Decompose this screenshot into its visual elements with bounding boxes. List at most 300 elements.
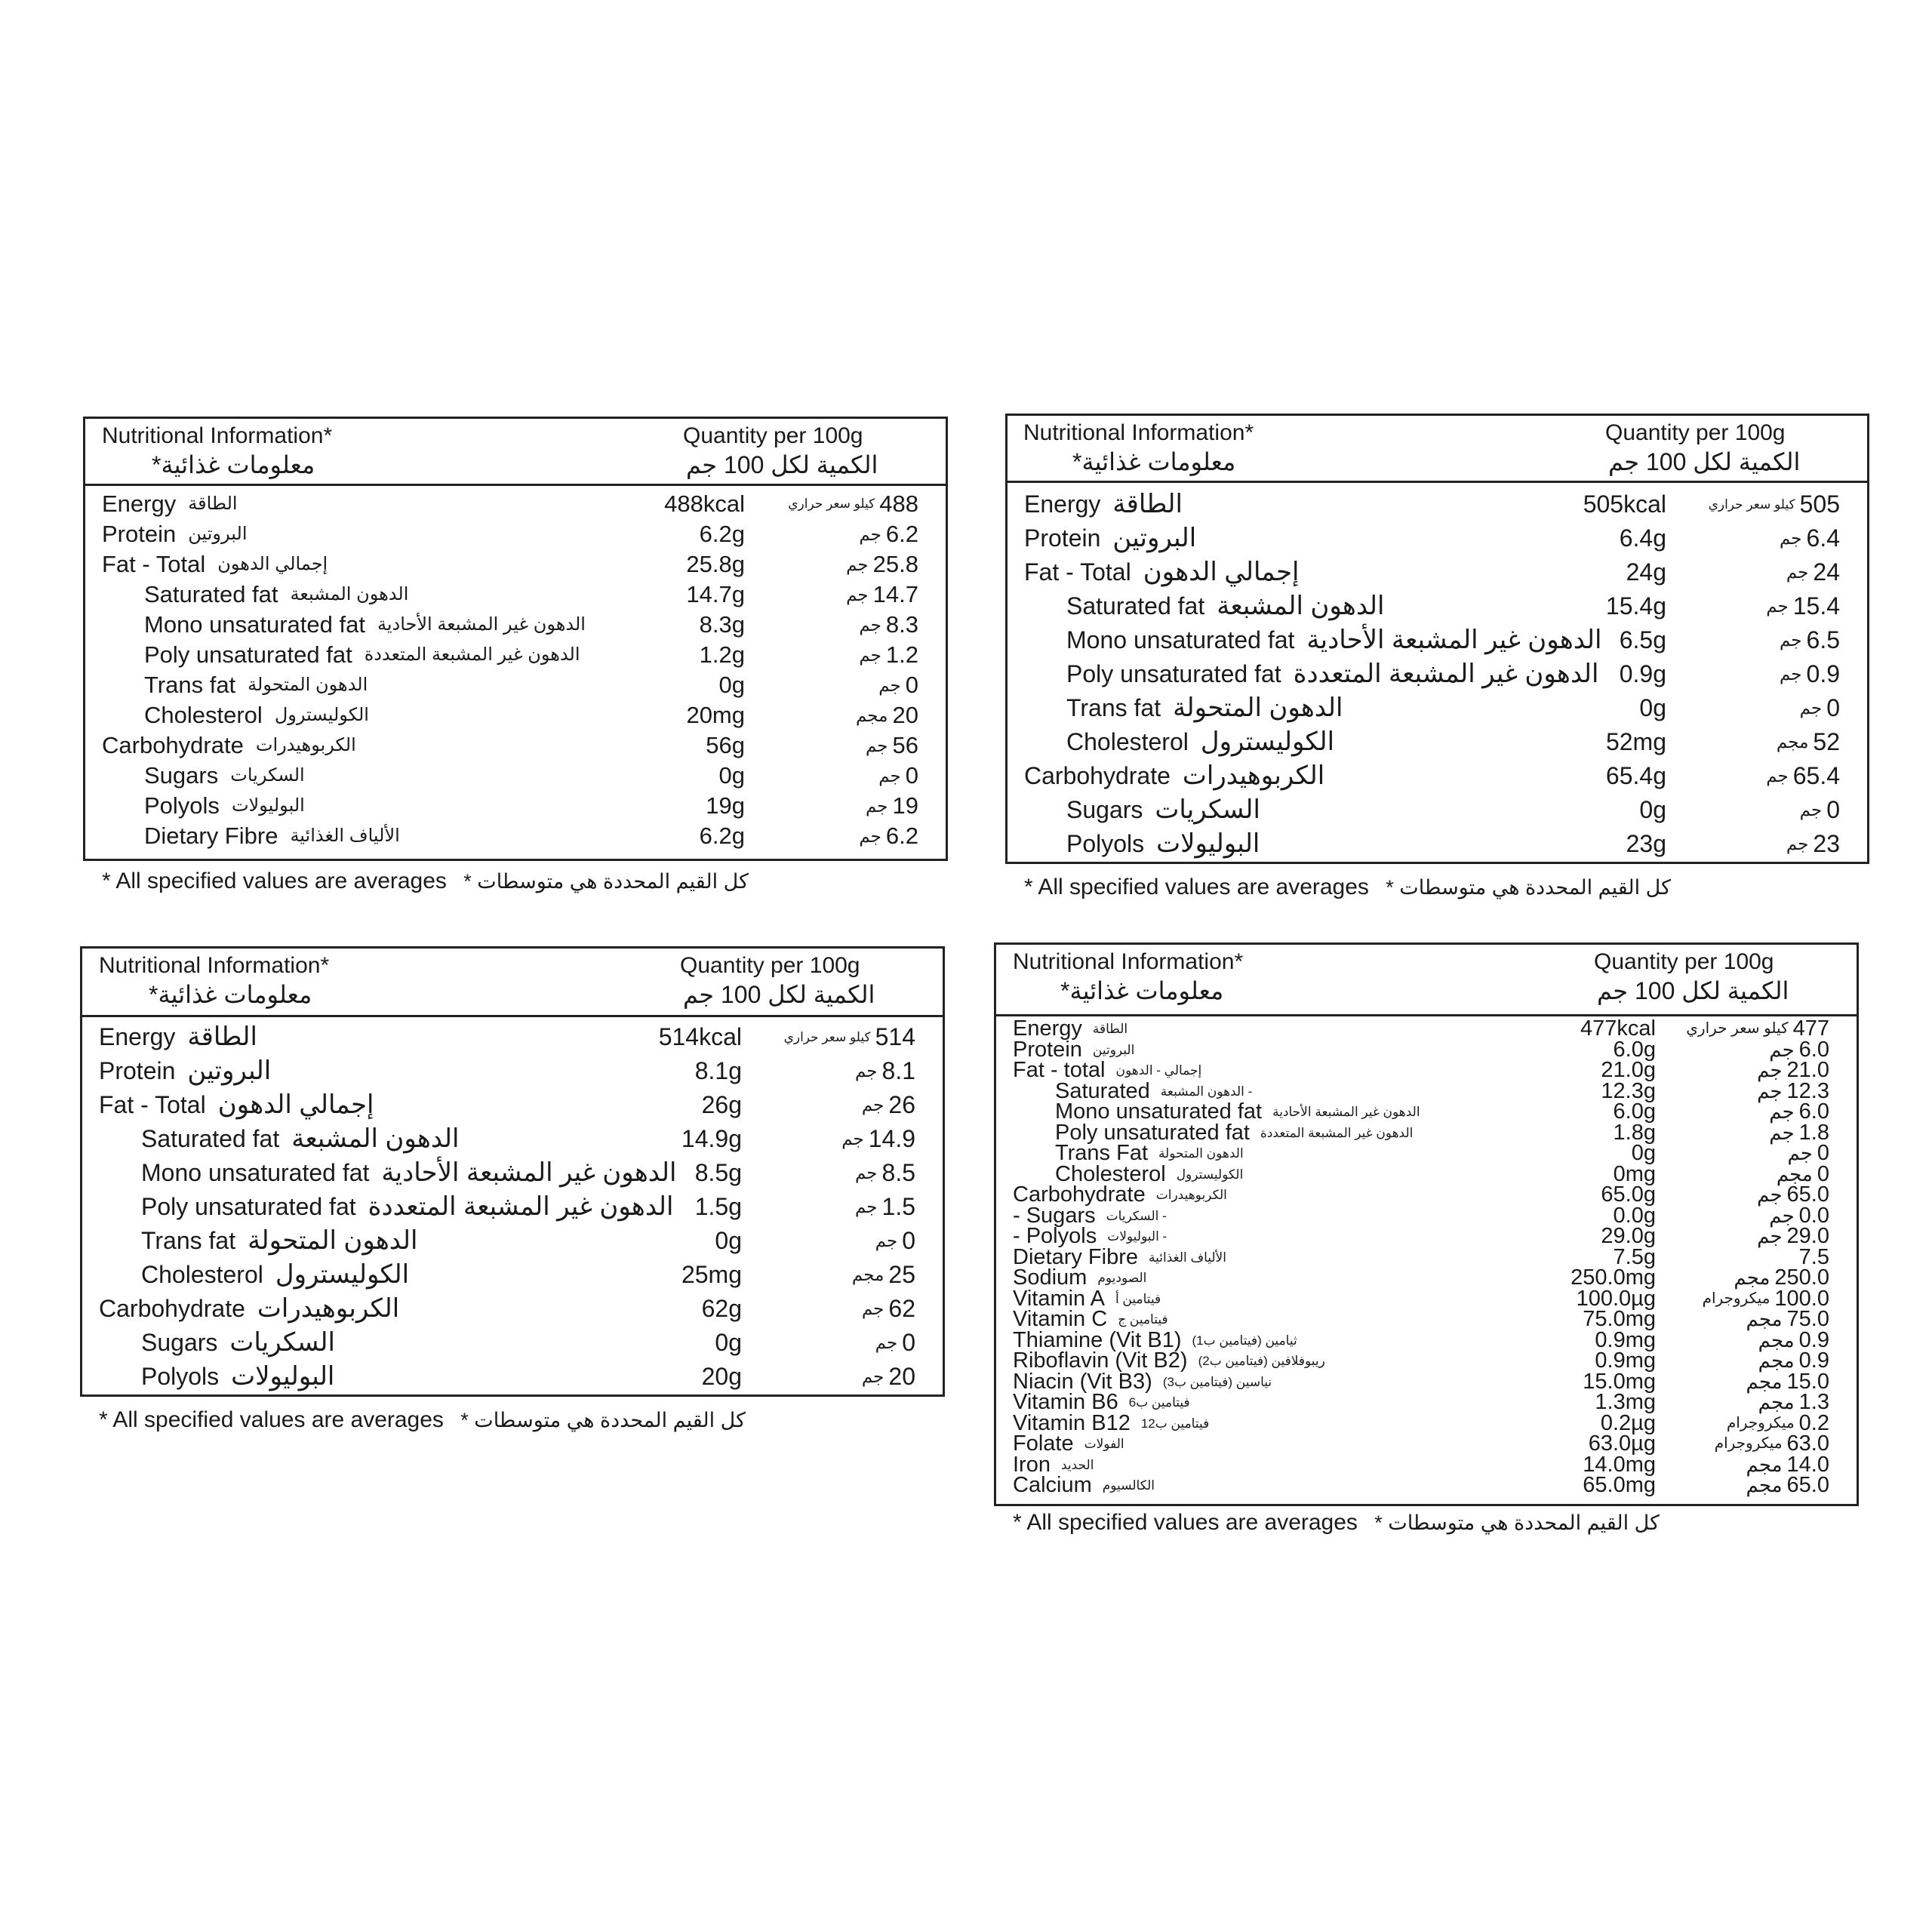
nutrient-name-ar: فيتامين أ xyxy=(1115,1291,1161,1306)
nutrient-name-en: Saturated fat xyxy=(144,581,278,607)
table-row xyxy=(996,1286,1857,1311)
nutrient-value: 0.0g xyxy=(1613,1203,1656,1228)
quantity-ar: الكمية لكل 100 جم xyxy=(683,981,875,1008)
nutrient-name-en: Energy xyxy=(1024,490,1101,518)
nutrient-value-ar-number: 25 xyxy=(888,1261,915,1288)
nutrient-name-ar: إجمالي الدهون xyxy=(217,1090,374,1119)
nutrient-name-en: Vitamin B12 xyxy=(1013,1410,1131,1435)
nutrient-name-ar: الفولات xyxy=(1084,1437,1124,1451)
nutrient-value: 514kcal xyxy=(658,1023,742,1050)
nutrient-value: 100.0µg xyxy=(1576,1286,1656,1311)
nutrient-value: 488kcal xyxy=(664,490,745,517)
nutrient-value-ar-number: 26 xyxy=(888,1091,915,1118)
nutrient-name-ar: الطاقة xyxy=(188,494,238,514)
nutrient-unit-ar: جم xyxy=(1779,630,1802,650)
nutrient-name-en: Calcium xyxy=(1013,1473,1092,1497)
nutrition-table xyxy=(80,946,945,1397)
table-row xyxy=(82,1258,943,1292)
nutrient-value: 8.5g xyxy=(694,1159,742,1186)
nutrient-value: 1.2g xyxy=(699,641,745,668)
footnote-ar: كل القيم المحددة هي متوسطات * xyxy=(1386,876,1671,899)
nutrient-name-en: Vitamin B6 xyxy=(1013,1390,1118,1414)
nutrient-name-ar: الطاقة xyxy=(1092,1022,1128,1036)
nutrient-unit-ar: جم xyxy=(1786,562,1809,582)
nutrient-value: 14.7g xyxy=(686,581,745,607)
nutrient-value: 75.0mg xyxy=(1583,1307,1656,1331)
nutrient-name-en: Riboflavin (Vit B2) xyxy=(1013,1348,1188,1373)
title-ar: معلومات غذائية* xyxy=(1072,448,1236,475)
table-row xyxy=(1008,555,1867,589)
nutrient-name-en: Mono unsaturated fat xyxy=(141,1159,370,1186)
nutrient-name-en: Niacin (Vit B3) xyxy=(1013,1369,1152,1394)
nutrient-name-ar: الدهون المشبعة xyxy=(290,584,409,604)
nutrient-name-ar: البوليولات xyxy=(231,1362,335,1391)
table-row xyxy=(82,1224,943,1258)
nutrient-name-ar: الدهون غير المشبعة المتعددة xyxy=(1293,660,1599,688)
nutrient-unit-ar: جم xyxy=(1766,596,1789,616)
table-row xyxy=(82,1156,943,1190)
table-row xyxy=(1008,657,1867,691)
table-row xyxy=(996,1203,1857,1228)
table-row xyxy=(82,1020,943,1054)
nutrient-name-ar: السكريات xyxy=(229,1328,335,1357)
nutrient-value-ar-number: 0 xyxy=(1826,796,1840,823)
nutrient-value-ar-number: 100.0 xyxy=(1774,1286,1829,1311)
nutrient-value: 65.0mg xyxy=(1583,1473,1656,1497)
nutrient-value-ar-number: 0 xyxy=(1817,1161,1829,1186)
nutrient-unit-ar: كيلو سعر حراري xyxy=(1686,1020,1789,1037)
nutrition-panel-2 xyxy=(1005,414,1869,912)
nutrient-name-ar: السكريات xyxy=(230,765,305,786)
nutrient-value-ar-number: 8.1 xyxy=(881,1057,915,1084)
nutrient-unit-ar: كيلو سعر حراري xyxy=(1708,497,1795,512)
footnote-en: * All specified values are averages xyxy=(1013,1510,1358,1535)
title-en: Nutritional Information* xyxy=(1013,949,1244,974)
nutrient-value-ar-number: 0.9 xyxy=(1798,1348,1829,1373)
nutrient-value: 14.9g xyxy=(681,1125,742,1152)
table-row xyxy=(85,519,946,549)
nutrient-name-en: Iron xyxy=(1013,1452,1051,1477)
nutrient-unit-ar: مجم xyxy=(1758,1349,1795,1372)
footnote xyxy=(99,1407,746,1433)
nutrient-value: 0.9g xyxy=(1619,660,1666,687)
nutrient-value: 1.3mg xyxy=(1595,1390,1656,1414)
nutrient-name-en: Protein xyxy=(1013,1037,1082,1062)
nutrient-value: 0.2µg xyxy=(1600,1410,1656,1435)
nutrient-unit-ar: جم xyxy=(1799,698,1823,718)
nutrient-name-en: Fat - Total xyxy=(1024,558,1131,586)
nutrient-value-ar-number: 6.2 xyxy=(885,823,918,849)
nutrient-name-en: Protein xyxy=(1024,524,1101,552)
nutrient-unit-ar: جم xyxy=(1769,1121,1795,1144)
nutrient-name-ar: الكوليسترول xyxy=(1200,727,1335,756)
nutrient-value-ar-number: 14.9 xyxy=(868,1125,915,1152)
quantity-ar: الكمية لكل 100 جم xyxy=(1597,977,1789,1004)
nutrient-unit-ar: جم xyxy=(854,1061,878,1081)
nutrient-name-en: Fat - Total xyxy=(99,1091,206,1118)
nutrient-value-ar-number: 15.0 xyxy=(1786,1369,1829,1394)
table-row xyxy=(996,1309,1857,1330)
nutrient-value-ar-number: 6.4 xyxy=(1806,524,1840,552)
table-row xyxy=(996,1475,1857,1496)
table-row xyxy=(82,1122,943,1156)
nutrient-unit-ar: جم xyxy=(1779,664,1802,684)
nutrient-name-ar: - الدهون المشبعة xyxy=(1160,1084,1253,1099)
nutrient-name-ar: الكوليسترول xyxy=(275,1260,410,1289)
nutrient-unit-ar: جم xyxy=(861,1299,884,1318)
nutrient-name-ar: الدهون غير المشبعة الأحادية xyxy=(1306,626,1602,654)
nutrient-value: 19g xyxy=(706,792,745,819)
nutrient-value: 14.0mg xyxy=(1583,1452,1656,1477)
table-row xyxy=(996,1431,1857,1456)
nutrient-name-en: Saturated fat xyxy=(141,1125,280,1152)
table-row xyxy=(996,1327,1857,1352)
nutrient-name-ar: الحديد xyxy=(1060,1457,1094,1472)
nutrient-value-ar-number: 65.0 xyxy=(1786,1182,1829,1207)
table-row xyxy=(1008,793,1867,827)
nutrient-unit-ar: جم xyxy=(854,1163,878,1182)
quantity-en: Quantity per 100g xyxy=(680,953,860,978)
quantity-ar: الكمية لكل 100 جم xyxy=(1608,448,1801,475)
table-row xyxy=(1008,589,1867,623)
table-row xyxy=(85,761,946,791)
nutrient-name-en: Energy xyxy=(102,490,177,517)
table-row xyxy=(996,1143,1857,1164)
nutrient-value-ar-number: 0.0 xyxy=(1798,1203,1829,1228)
footnote-en: * All specified values are averages xyxy=(1024,875,1369,899)
nutrient-name-ar: الدهون غير المشبعة الأحادية xyxy=(381,1158,677,1187)
nutrient-name-en: Carbohydrate xyxy=(1024,762,1171,789)
nutrient-name-en: Trans fat xyxy=(1066,694,1161,721)
nutrient-unit-ar: جم xyxy=(854,1197,878,1216)
nutrient-name-en: Sugars xyxy=(1066,796,1143,823)
table-row xyxy=(996,1078,1857,1103)
table-row xyxy=(996,1182,1857,1207)
nutrient-value-ar-number: 0 xyxy=(1817,1141,1829,1165)
nutrient-unit-ar: جم xyxy=(865,796,888,816)
nutrient-unit-ar: جم xyxy=(1786,834,1809,853)
nutrient-unit-ar: جم xyxy=(846,585,869,604)
nutrient-unit-ar: مجم xyxy=(1746,1453,1783,1476)
nutrient-name-ar: الكوليسترول xyxy=(1176,1167,1244,1182)
nutrient-value: 12.3g xyxy=(1601,1078,1656,1103)
nutrient-value: 8.3g xyxy=(699,611,745,638)
nutrient-name-ar: البروتين xyxy=(1092,1042,1135,1057)
table-header xyxy=(82,949,943,1017)
nutrient-name-en: Saturated fat xyxy=(1066,592,1205,620)
nutrient-value: 0g xyxy=(715,1329,742,1356)
nutrient-unit-ar: مجم xyxy=(851,1265,884,1284)
table-row xyxy=(996,1369,1857,1394)
nutrient-name-en: - Sugars xyxy=(1013,1203,1096,1228)
nutrient-name-en: Sodium xyxy=(1013,1265,1088,1290)
nutrient-unit-ar: جم xyxy=(846,555,869,574)
nutrient-value: 0g xyxy=(1631,1141,1656,1165)
nutrient-name-ar: البروتين xyxy=(1112,524,1197,552)
table-row xyxy=(82,1292,943,1326)
nutrient-value-ar-number: 1.8 xyxy=(1798,1120,1829,1145)
nutrient-unit-ar: جم xyxy=(859,826,881,846)
table-row xyxy=(82,1190,943,1224)
nutrient-name-ar: فيتامين ب12 xyxy=(1140,1416,1210,1431)
table-row xyxy=(996,1120,1857,1145)
footnote-ar: كل القيم المحددة هي متوسطات * xyxy=(460,1409,746,1431)
nutrient-name-ar: إجمالي الدهون xyxy=(1143,558,1300,586)
nutrient-name-en: Carbohydrate xyxy=(1013,1182,1146,1207)
nutrient-value-ar-number: 75.0 xyxy=(1786,1307,1829,1331)
nutrient-value: 0g xyxy=(718,762,745,789)
nutrient-value-ar-number: 488 xyxy=(879,490,918,517)
nutrient-name-en: Cholesterol xyxy=(1066,728,1189,755)
nutrient-unit-ar: مجم xyxy=(1746,1474,1783,1496)
nutrient-name-ar: السكريات xyxy=(1155,795,1260,824)
nutrient-value-ar-number: 1.2 xyxy=(885,641,918,668)
nutrient-value-ar-number: 6.0 xyxy=(1798,1099,1829,1124)
nutrition-panel-1 xyxy=(83,417,948,899)
table-row xyxy=(996,1244,1857,1269)
nutrient-unit-ar: جم xyxy=(1757,1183,1783,1206)
table-row xyxy=(996,1265,1857,1290)
nutrient-value: 25.8g xyxy=(686,551,745,577)
nutrient-name-en: Dietary Fibre xyxy=(144,823,278,849)
nutrient-value: 0.9mg xyxy=(1595,1327,1656,1352)
nutrient-unit-ar: جم xyxy=(861,1095,884,1115)
nutrient-value-ar-number: 0 xyxy=(905,672,918,698)
table-row xyxy=(996,1060,1857,1081)
table-row xyxy=(996,1016,1857,1041)
title-ar: معلومات غذائية* xyxy=(152,451,315,478)
quantity-en: Quantity per 100g xyxy=(683,423,863,448)
nutrient-value-ar-number: 1.5 xyxy=(881,1193,915,1220)
nutrient-name-ar: الكربوهيدرات xyxy=(257,1294,400,1323)
nutrient-name-en: Poly unsaturated fat xyxy=(1066,660,1281,687)
nutrient-name-ar: البوليولات xyxy=(231,795,305,816)
footnote-ar: كل القيم المحددة هي متوسطات * xyxy=(463,870,749,893)
table-row xyxy=(82,1326,943,1360)
table-row xyxy=(85,670,946,700)
nutrient-name-en: Cholesterol xyxy=(144,702,263,728)
nutrient-name-ar: البوليولات xyxy=(1156,829,1260,858)
nutrient-unit-ar: جم xyxy=(859,645,881,665)
table-row xyxy=(996,1099,1857,1124)
nutrient-value-ar-number: 0 xyxy=(1826,694,1840,721)
table-row xyxy=(1008,725,1867,759)
quantity-en: Quantity per 100g xyxy=(1605,420,1786,445)
nutrient-name-ar: الألياف الغذائية xyxy=(290,826,400,846)
nutrient-value: 0g xyxy=(1639,796,1666,823)
nutrient-value: 0mg xyxy=(1613,1161,1656,1186)
nutrient-name-ar: - البوليولات xyxy=(1107,1229,1168,1244)
title-en: Nutritional Information* xyxy=(99,953,330,978)
nutrient-name-ar: الدهون غير المشبعة الأحادية xyxy=(1272,1105,1420,1119)
nutrient-value: 15.0mg xyxy=(1583,1369,1656,1394)
nutrient-name-en: Dietary Fibre xyxy=(1013,1244,1138,1269)
nutrient-value: 0.9mg xyxy=(1595,1348,1656,1373)
nutrient-name-en: Protein xyxy=(102,521,177,547)
table-row xyxy=(85,730,946,761)
nutrient-name-ar: الطاقة xyxy=(1112,490,1183,518)
nutrient-unit-ar: جم xyxy=(878,766,901,786)
nutrient-name-en: Energy xyxy=(99,1023,176,1050)
nutrient-name-ar: فيتامين ب6 xyxy=(1128,1395,1190,1410)
nutrient-name-ar: فيتامين ج xyxy=(1118,1312,1168,1327)
nutrient-value-ar-number: 14.0 xyxy=(1786,1452,1829,1477)
nutrient-value: 52mg xyxy=(1605,728,1666,755)
nutrient-value: 7.5g xyxy=(1613,1244,1656,1269)
nutrient-name-en: Folate xyxy=(1013,1431,1074,1456)
nutrient-name-en: Mono unsaturated fat xyxy=(1055,1099,1263,1124)
nutrient-unit-ar: مجم xyxy=(1776,732,1809,752)
nutrient-value-ar-number: 6.0 xyxy=(1798,1037,1829,1062)
nutrient-unit-ar: جم xyxy=(1769,1100,1795,1123)
nutrient-name-en: Trans Fat xyxy=(1055,1141,1149,1165)
nutrient-value-ar-number: 0.2 xyxy=(1798,1410,1829,1435)
nutrient-value: 23g xyxy=(1626,830,1666,857)
nutrient-value: 8.1g xyxy=(694,1057,742,1084)
nutrient-value: 505kcal xyxy=(1583,490,1666,518)
nutrient-value-ar-number: 52 xyxy=(1813,728,1840,755)
nutrient-value: 56g xyxy=(706,732,745,758)
nutrient-name-ar: الدهون غير المشبعة المتعددة xyxy=(364,644,580,665)
nutrient-name-en: Fat - total xyxy=(1013,1058,1106,1082)
nutrient-value-ar-number: 15.4 xyxy=(1792,592,1840,620)
nutrient-value: 65.4g xyxy=(1605,762,1666,789)
table-row xyxy=(85,700,946,730)
nutrient-value-ar-number: 12.3 xyxy=(1786,1078,1829,1103)
nutrient-unit-ar: جم xyxy=(1757,1079,1783,1102)
nutrient-value: 62g xyxy=(701,1295,742,1322)
nutrient-unit-ar: جم xyxy=(1757,1059,1783,1081)
table-row xyxy=(1008,691,1867,725)
nutrient-value: 250.0mg xyxy=(1571,1265,1656,1290)
table-row xyxy=(996,1452,1857,1477)
table-row xyxy=(82,1088,943,1122)
nutrient-unit-ar: جم xyxy=(875,1333,898,1352)
nutrient-unit-ar: جم xyxy=(878,675,901,695)
table-row xyxy=(85,821,946,851)
nutrient-value-ar-number: 23 xyxy=(1813,830,1840,857)
nutrient-value: 29.0g xyxy=(1601,1224,1656,1248)
nutrient-unit-ar: ميكروجرام xyxy=(1726,1414,1795,1431)
nutrition-table xyxy=(1005,414,1869,864)
nutrient-value-ar-number: 20 xyxy=(888,1363,915,1390)
nutrient-value-ar-number: 20 xyxy=(892,702,918,728)
nutrient-unit-ar: ميكروجرام xyxy=(1702,1290,1770,1307)
nutrient-value-ar-number: 0 xyxy=(902,1227,915,1254)
footnote xyxy=(102,869,749,894)
nutrient-name-ar: البروتين xyxy=(188,524,248,544)
nutrient-unit-ar: مجم xyxy=(856,706,888,725)
nutrient-value: 15.4g xyxy=(1605,592,1666,620)
nutrient-name-ar: إجمالي الدهون xyxy=(217,554,328,574)
nutrient-name-en: - Polyols xyxy=(1013,1224,1097,1248)
nutrient-unit-ar: جم xyxy=(859,615,881,635)
nutrient-unit-ar: جم xyxy=(861,1367,884,1386)
nutrient-name-en: Saturated xyxy=(1055,1078,1150,1103)
nutrient-unit-ar: مجم xyxy=(1758,1328,1795,1351)
nutrient-name-en: Polyols xyxy=(144,792,220,819)
table-header xyxy=(85,419,946,486)
nutrient-name-en: Polyols xyxy=(1066,830,1145,857)
nutrient-value-ar-number: 0 xyxy=(902,1329,915,1356)
table-row xyxy=(85,580,946,610)
nutrient-value-ar-number: 0 xyxy=(905,762,918,789)
nutrient-value: 1.5g xyxy=(694,1193,742,1220)
nutrient-unit-ar: جم xyxy=(1757,1225,1783,1247)
nutrient-value-ar-number: 505 xyxy=(1799,490,1840,518)
nutrient-value-ar-number: 56 xyxy=(892,732,918,758)
nutrient-name-en: Polyols xyxy=(141,1363,220,1390)
nutrient-name-ar: الدهون المتحولة xyxy=(1173,693,1343,722)
nutrient-value-ar-number: 62 xyxy=(888,1295,915,1322)
nutrient-value: 20mg xyxy=(686,702,745,728)
nutrient-unit-ar: جم xyxy=(1799,800,1823,819)
footnote-en: * All specified values are averages xyxy=(102,869,447,893)
nutrient-value: 0g xyxy=(718,672,745,698)
nutrient-name-ar: نياسين (فيتامين ب3) xyxy=(1162,1374,1272,1389)
table-header xyxy=(996,945,1857,1016)
nutrient-name-ar: الدهون المتحولة xyxy=(248,675,368,695)
nutrient-unit-ar: جم xyxy=(1779,528,1802,548)
nutrient-name-ar: الطاقة xyxy=(187,1022,257,1051)
footnote-ar: كل القيم المحددة هي متوسطات * xyxy=(1374,1511,1660,1534)
nutrient-name-ar: الدهون غير المشبعة المتعددة xyxy=(368,1192,674,1221)
nutrient-value-ar-number: 29.0 xyxy=(1786,1224,1829,1248)
nutrient-name-en: Vitamin A xyxy=(1013,1286,1105,1311)
table-row xyxy=(996,1161,1857,1186)
nutrient-value-ar-number: 63.0 xyxy=(1786,1431,1829,1456)
table-row xyxy=(1008,827,1867,861)
nutrient-name-en: Sugars xyxy=(141,1329,218,1356)
nutrient-unit-ar: جم xyxy=(859,524,881,544)
nutrient-unit-ar: مجم xyxy=(1758,1391,1795,1413)
table-row xyxy=(85,791,946,821)
nutrition-table xyxy=(994,942,1859,1506)
nutrient-name-en: Carbohydrate xyxy=(99,1295,245,1322)
nutrient-value-ar-number: 6.5 xyxy=(1806,626,1840,653)
nutrient-value-ar-number: 477 xyxy=(1792,1016,1829,1041)
nutrient-unit-ar: جم xyxy=(1766,766,1789,786)
nutrient-unit-ar: جم xyxy=(1769,1204,1795,1227)
nutrient-name-en: Carbohydrate xyxy=(102,732,244,758)
nutrient-value-ar-number: 8.3 xyxy=(885,611,918,638)
nutrient-value-ar-number: 0.9 xyxy=(1798,1327,1829,1352)
nutrient-name-en: Sugars xyxy=(144,762,219,789)
title-en: Nutritional Information* xyxy=(102,423,333,448)
nutrient-name-ar: - السكريات xyxy=(1106,1208,1167,1223)
nutrient-value: 6.0g xyxy=(1613,1099,1656,1124)
nutrient-name-en: Poly unsaturated fat xyxy=(144,641,352,668)
table-row xyxy=(85,489,946,519)
nutrient-value: 26g xyxy=(701,1091,742,1118)
table-row xyxy=(996,1037,1857,1062)
nutrient-value: 24g xyxy=(1626,558,1666,586)
table-row xyxy=(996,1410,1857,1435)
nutrient-name-en: Protein xyxy=(99,1057,176,1084)
table-row xyxy=(996,1348,1857,1373)
nutrient-name-ar: الصوديوم xyxy=(1097,1271,1147,1285)
footnote xyxy=(1024,875,1671,900)
nutrient-value-ar-number: 0.9 xyxy=(1806,660,1840,687)
nutrient-name-ar: الدهون غير المشبعة المتعددة xyxy=(1260,1125,1414,1140)
nutrition-table xyxy=(83,417,948,861)
nutrient-value-ar-number: 14.7 xyxy=(872,581,918,607)
nutrient-value-ar-number: 21.0 xyxy=(1786,1058,1829,1082)
nutrient-name-en: Vitamin C xyxy=(1013,1307,1108,1331)
nutrient-name-en: Poly unsaturated fat xyxy=(1055,1120,1250,1145)
table-row xyxy=(1008,487,1867,521)
nutrient-unit-ar: جم xyxy=(1787,1142,1813,1164)
